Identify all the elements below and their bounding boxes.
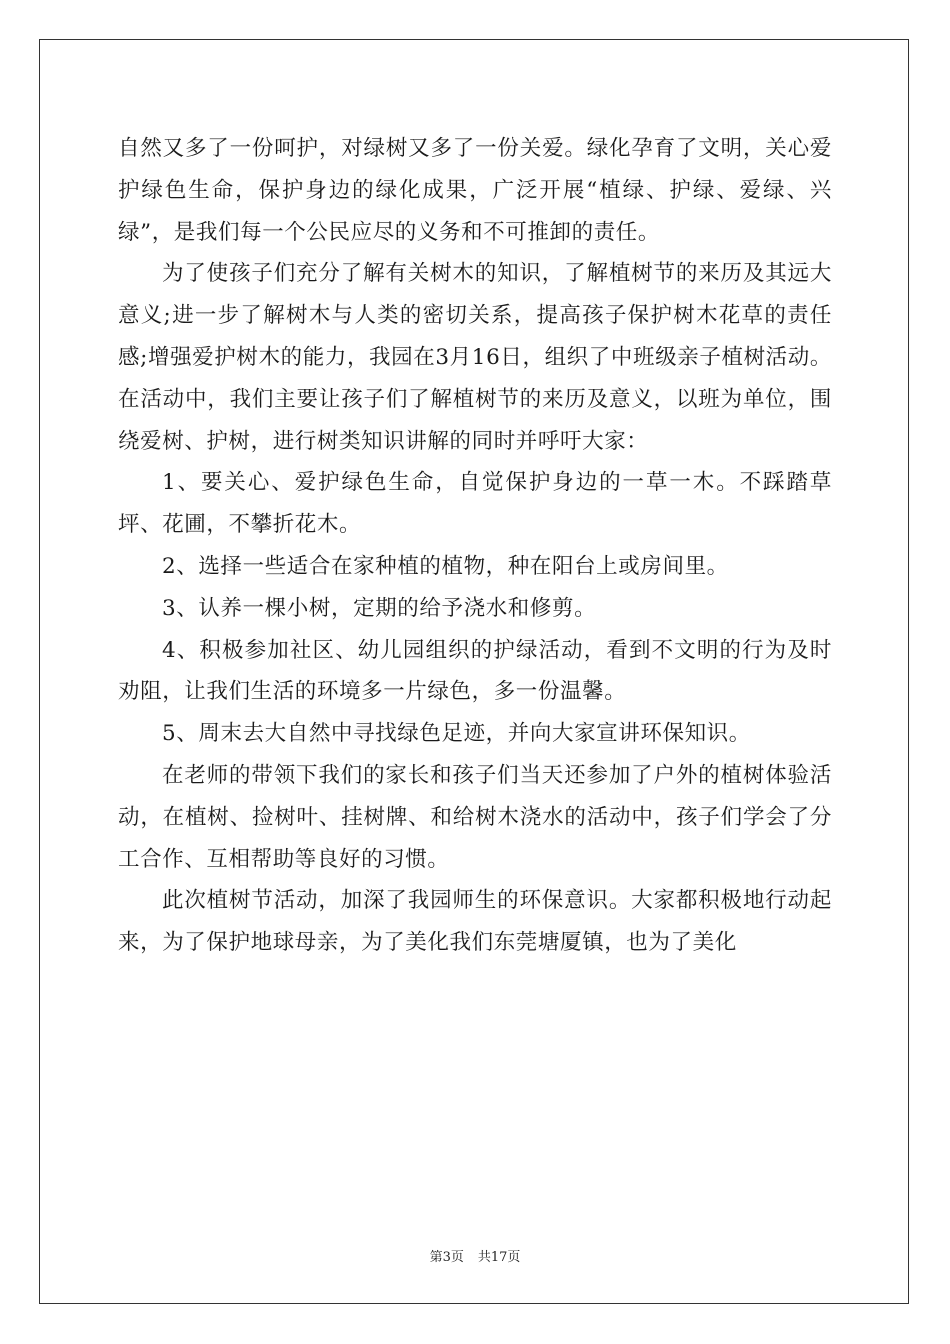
list-item-4: 4、积极参加社区、幼儿园组织的护绿活动，看到不文明的行为及时劝阻，让我们生活的环境多一片绿色，多一份温馨。 (118, 637, 832, 705)
paragraph-3: 在老师的带领下我们的家长和孩子们当天还参加了户外的植树体验活动，在植树、捡树叶、挂树牌、和给树木浇水的活动中，孩子们学会了分工合作、互相帮助等良好的习惯。 (118, 762, 832, 872)
list-item-2: 2、选择一些适合在家种植的植物，种在阳台上或房间里。 (162, 553, 729, 579)
paragraph-4: 此次植树节活动，加深了我园师生的环保意识。大家都积极地行动起来，为了保护地球母亲，为了美化我们东莞塘厦镇，也为了美化 (118, 888, 832, 956)
page-total: 共17页 (477, 1250, 521, 1265)
list-item-1: 1、要关心、爱护绿色生命，自觉保护身边的一草一木。不踩踏草坪、花圃，不攀折花木。 (118, 470, 832, 538)
page-number: 第3页 (429, 1250, 464, 1265)
list-item-5: 5、周末去大自然中寻找绿色足迹，并向大家宣讲环保知识。 (162, 721, 751, 747)
page-footer (0, 1246, 950, 1265)
paragraph-1: 自然又多了一份呵护，对绿树又多了一份关爱。绿化孕育了文明，关心爱护绿色生命，保护身边的绿化成果，广泛开展“植绿、护绿、爱绿、兴绿”，是我们每一个公民应尽的义务和不可推卸的责任。 (118, 136, 832, 245)
paragraph-2: 为了使孩子们充分了解有关树木的知识，了解植树节的来历及其远大意义;进一步了解树木与人类的密切关系，提高孩子保护树木花草的责任感;增强爱护树木的能力，我园在3月16日，组织了中班级亲子植树活动。在活动中，我们主要让孩子们了解植树节的来历及意义，以班为单位，围绕爱树、护树，进行树类知识讲解的同时并呼吁大家： (118, 261, 832, 454)
document-body (118, 128, 832, 964)
list-item-3: 3、认养一棵小树，定期的给予浇水和修剪。 (162, 595, 597, 621)
